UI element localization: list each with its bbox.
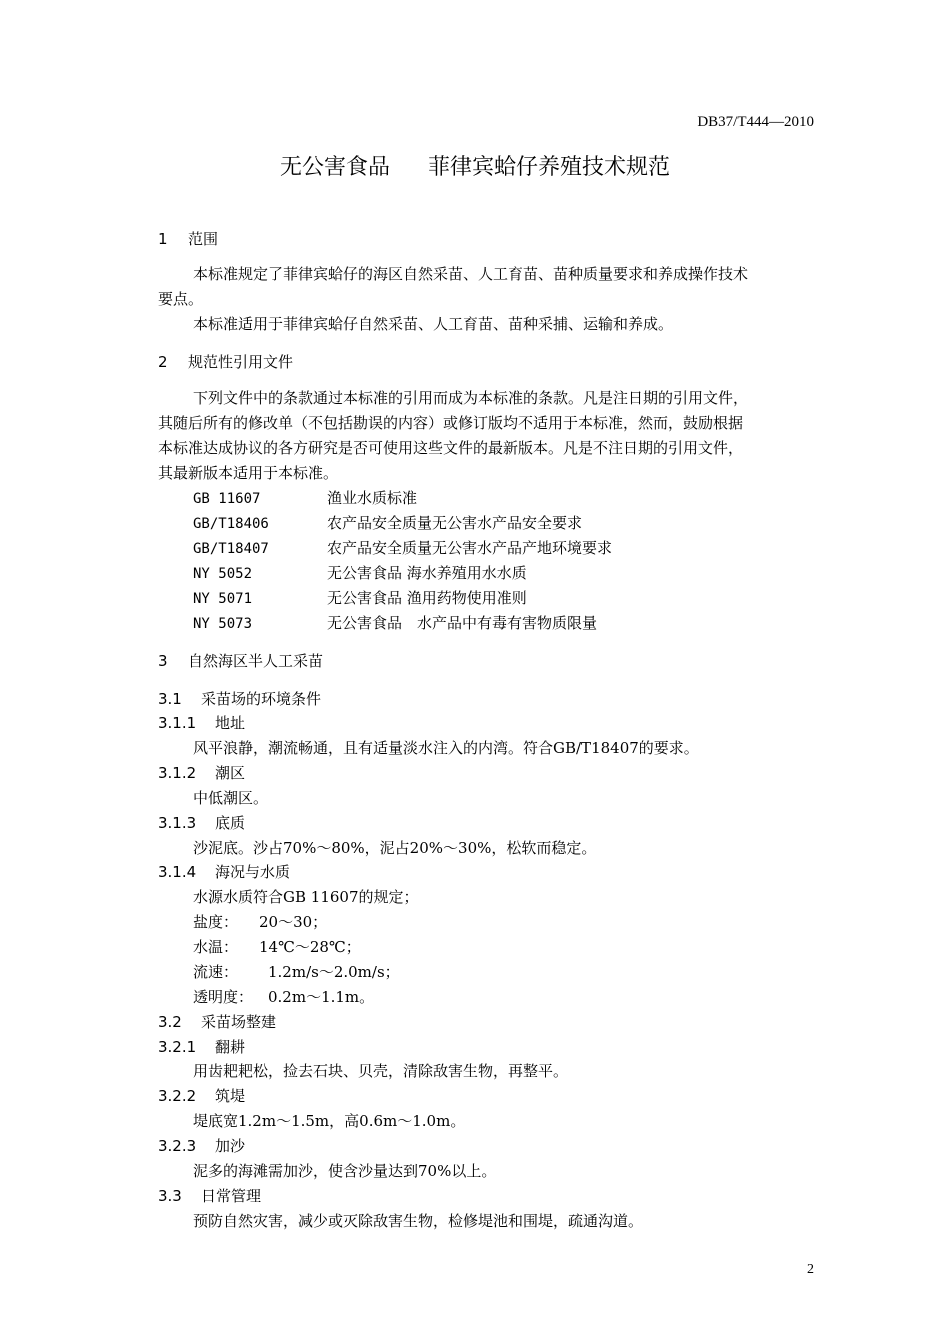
section-3-3-text: 预防自然灾害，减少或灭除敌害生物，检修堤池和围堤，疏通沟道。 [193, 1212, 644, 1230]
section-2-paragraph-line-2: 其随后所有的修改单（不包括勘误的内容）或修订版均不适用于本标准，然而，鼓励根据 [158, 414, 744, 432]
document-code: DB37/T444—2010 [697, 114, 814, 130]
reference-item: NY 5052 无公害食品 海水养殖用水水质 [193, 564, 527, 582]
section-3-2-3-text: 泥多的海滩需加沙，使含沙量达到70%以上。 [193, 1162, 497, 1180]
section-1-heading: 1 范围 [158, 230, 219, 248]
section-2-paragraph-line-4: 其最新版本适用于本标准。 [158, 464, 339, 482]
water-temperature-row: 水温： 14℃～28℃； [193, 938, 361, 956]
section-3-2-heading: 3.2 采苗场整建 [158, 1013, 277, 1031]
section-3-1-1-text: 风平浪静，潮流畅通，且有适量淡水注入的内湾。符合GB/T18407的要求。 [193, 739, 699, 757]
section-3-2-2-heading: 3.2.2 筑堤 [158, 1087, 246, 1105]
section-3-1-heading: 3.1 采苗场的环境条件 [158, 690, 322, 708]
section-3-1-2-text: 中低潮区。 [193, 789, 269, 807]
section-3-1-2-heading: 3.1.2 潮区 [158, 764, 246, 782]
section-2-heading: 2 规范性引用文件 [158, 353, 294, 371]
section-3-1-4-heading: 3.1.4 海况与水质 [158, 863, 291, 881]
section-3-2-1-text: 用齿耙耙松，捡去石块、贝壳，清除敌害生物，再整平。 [193, 1062, 569, 1080]
reference-item: GB/T18406 农产品安全质量无公害水产品安全要求 [193, 514, 583, 532]
section-1-paragraph-2: 本标准适用于菲律宾蛤仔自然采苗、人工育苗、苗种采捕、运输和养成。 [193, 315, 674, 333]
reference-item: NY 5073 无公害食品 水产品中有毒有害物质限量 [193, 614, 598, 632]
section-3-1-3-text: 沙泥底。沙占70%～80%，泥占20%～30%，松软而稳定。 [193, 839, 597, 857]
salinity-row: 盐度： 20～30； [193, 913, 328, 931]
reference-item: GB/T18407 农产品安全质量无公害水产品产地环境要求 [193, 539, 613, 557]
page-number: 2 [807, 1262, 814, 1277]
reference-item: NY 5071 无公害食品 渔用药物使用准则 [193, 589, 527, 607]
section-3-3-heading: 3.3 日常管理 [158, 1187, 262, 1205]
reference-item: GB 11607 渔业水质标准 [193, 489, 418, 507]
section-1-paragraph-1-line-2: 要点。 [158, 290, 204, 308]
section-3-2-1-heading: 3.2.1 翻耕 [158, 1038, 246, 1056]
section-3-2-3-heading: 3.2.3 加沙 [158, 1137, 246, 1155]
section-2-paragraph-line-1: 下列文件中的条款通过本标准的引用而成为本标准的条款。凡是注日期的引用文件， [193, 389, 749, 407]
section-1-paragraph-1-line-1: 本标准规定了菲律宾蛤仔的海区自然采苗、人工育苗、苗种质量要求和养成操作技术 [193, 265, 749, 283]
section-3-1-1-heading: 3.1.1 地址 [158, 714, 246, 732]
page-title [0, 150, 950, 181]
section-3-heading: 3 自然海区半人工采苗 [158, 652, 324, 670]
section-3-1-4-text: 水源水质符合GB 11607的规定； [193, 888, 419, 906]
flow-speed-row: 流速： 1.2m/s～2.0m/s； [193, 963, 400, 981]
title-part-1: 无公害食品 [279, 155, 390, 180]
section-2-paragraph-line-3: 本标准达成协议的各方研究是否可使用这些文件的最新版本。凡是不注日期的引用文件， [158, 439, 744, 457]
section-3-2-2-text: 堤底宽1.2m～1.5m，高0.6m～1.0m。 [193, 1112, 466, 1130]
transparency-row: 透明度： 0.2m～1.1m。 [193, 988, 375, 1006]
title-part-2: 菲律宾蛤仔养殖技术规范 [428, 155, 671, 180]
section-3-1-3-heading: 3.1.3 底质 [158, 814, 246, 832]
